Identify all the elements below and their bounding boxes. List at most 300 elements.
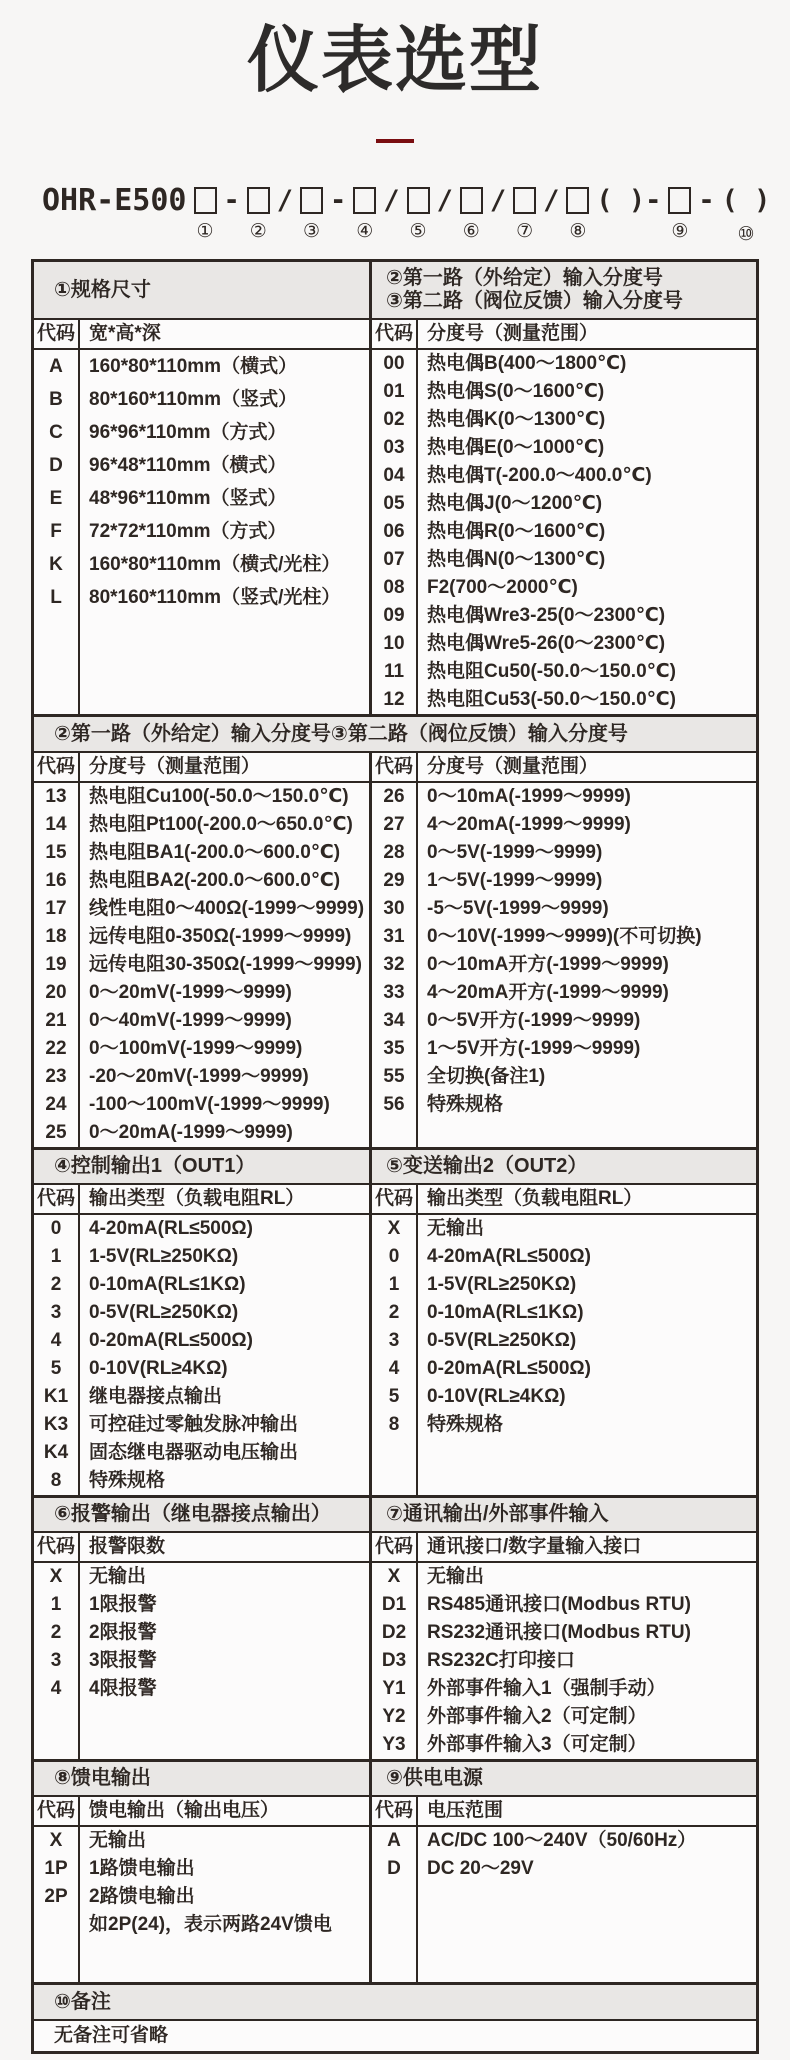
- code-cell: X: [372, 1215, 418, 1243]
- desc-header-cell: 分度号（测量范围）: [427, 756, 599, 778]
- table-row: [34, 1883, 369, 1911]
- model-separator: /: [436, 185, 453, 217]
- table-row: [372, 951, 756, 979]
- desc-cell: 0-20mA(RL≤500Ω): [89, 1330, 253, 1352]
- table-row: [372, 1007, 756, 1035]
- code-cell: 28: [372, 839, 418, 867]
- code-cell: D2: [372, 1619, 418, 1647]
- table-row: [372, 1271, 756, 1299]
- code-cell: D3: [372, 1647, 418, 1675]
- table-row: [34, 1563, 369, 1591]
- code-cell: X: [34, 1563, 80, 1591]
- table-row: [372, 350, 756, 378]
- table-row: [34, 811, 369, 839]
- section-body: [34, 1533, 756, 1759]
- section-body: [34, 320, 756, 714]
- desc-cell: 0-10V(RL≥4KΩ): [427, 1386, 566, 1408]
- table-row: [34, 1619, 369, 1647]
- desc-cell: 0～10mA开方(-1999～9999): [427, 954, 669, 976]
- model-box-item: [300, 185, 323, 242]
- code-cell: 55: [372, 1063, 418, 1091]
- section-output: [34, 1147, 756, 1495]
- column-right: [372, 753, 756, 1147]
- desc-filler-cell: [80, 614, 369, 714]
- model-box-item: [513, 185, 536, 242]
- code-cell: 31: [372, 923, 418, 951]
- code-cell: K4: [34, 1439, 80, 1467]
- model-selection-box: [566, 187, 589, 214]
- desc-cell: 外部事件输入2（可定制）: [427, 1706, 647, 1728]
- code-cell: 3: [34, 1299, 80, 1327]
- table-row: [34, 1299, 369, 1327]
- column-right: [372, 1797, 756, 1982]
- code-cell: 20: [34, 979, 80, 1007]
- code-cell: 4: [34, 1675, 80, 1703]
- desc-cell: 72*72*110mm（方式）: [89, 520, 287, 542]
- desc-cell: 96*48*110mm（横式）: [89, 454, 287, 476]
- section-size: [34, 262, 756, 714]
- code-cell: 13: [34, 783, 80, 811]
- code-cell: 2: [34, 1619, 80, 1647]
- model-box-item: [353, 185, 376, 242]
- desc-header-cell: 分度号（测量范围）: [427, 323, 599, 345]
- desc-filler-cell: [80, 1939, 369, 1982]
- code-cell: F: [34, 515, 80, 548]
- section-header-text: ③第二路（阀位反馈）输入分度号: [386, 290, 683, 313]
- code-cell: 4: [372, 1355, 418, 1383]
- section-header-left: [34, 1150, 372, 1183]
- desc-cell: 0-5V(RL≥250KΩ): [427, 1330, 577, 1352]
- desc-cell: 1～5V开方(-1999～9999): [427, 1038, 641, 1060]
- code-cell: B: [34, 383, 80, 416]
- code-filler-cell: [372, 1119, 418, 1147]
- section-header: ②第一路（外给定）输入分度号③第二路（阀位反馈）输入分度号: [34, 717, 756, 753]
- table-row: [34, 839, 369, 867]
- code-cell: 21: [34, 1007, 80, 1035]
- code-cell: 12: [372, 686, 418, 714]
- column-subheader: [372, 1185, 756, 1215]
- column-filler: [34, 1703, 369, 1759]
- desc-cell: 160*80*110mm（横式/光柱）: [89, 553, 341, 575]
- table-row: [34, 1439, 369, 1467]
- section-header-text: ⑦通讯输出/外部事件输入: [386, 1503, 609, 1526]
- model-box-item: [668, 185, 691, 242]
- code-header-cell: 代码: [372, 1185, 418, 1213]
- code-cell: 30: [372, 895, 418, 923]
- desc-cell: RS485通讯接口(Modbus RTU): [427, 1594, 691, 1616]
- table-row: [34, 1035, 369, 1063]
- desc-header-cell: 输出类型（负载电阻RL）: [427, 1188, 643, 1210]
- desc-cell: 热电阻Cu100(-50.0～150.0℃): [89, 786, 349, 808]
- desc-cell: 4～20mA(-1999～9999): [427, 814, 631, 836]
- desc-cell: 2限报警: [89, 1622, 157, 1644]
- code-cell: D1: [372, 1591, 418, 1619]
- column-subheader: [372, 1797, 756, 1827]
- table-row: [34, 1063, 369, 1091]
- code-cell: 07: [372, 546, 418, 574]
- desc-cell: 热电偶K(0～1300℃): [427, 409, 606, 431]
- table-row: [372, 1591, 756, 1619]
- model-text-item: [543, 185, 559, 245]
- column-left: [34, 753, 372, 1147]
- section-alarm: [34, 1495, 756, 1759]
- code-cell: D: [34, 449, 80, 482]
- desc-filler-cell: [418, 1439, 756, 1495]
- column-filler: [34, 1939, 369, 1982]
- code-cell: L: [34, 581, 80, 614]
- model-text-item: [330, 185, 346, 245]
- code-cell: Y1: [372, 1675, 418, 1703]
- desc-cell: 特殊规格: [427, 1414, 504, 1436]
- desc-cell: AC/DC 100～240V（50/60Hz）: [427, 1830, 697, 1852]
- desc-header-cell: 输出类型（负载电阻RL）: [89, 1188, 305, 1210]
- table-row: [34, 1911, 369, 1939]
- desc-cell: 0-10V(RL≥4KΩ): [89, 1358, 228, 1380]
- desc-cell: 1路馈电输出: [89, 1858, 195, 1880]
- code-cell: Y3: [372, 1731, 418, 1759]
- code-cell: 8: [372, 1411, 418, 1439]
- table-row: [372, 434, 756, 462]
- code-cell: 3: [372, 1327, 418, 1355]
- model-box-item: [407, 185, 430, 242]
- column-filler: [372, 1119, 756, 1147]
- code-filler-cell: [34, 1703, 80, 1759]
- code-cell: 02: [372, 406, 418, 434]
- desc-cell: RS232C打印接口: [427, 1650, 575, 1672]
- section-header-left: [34, 1762, 372, 1795]
- model-box-item: [247, 185, 270, 242]
- column-left: [34, 320, 372, 714]
- table-row: [34, 449, 369, 482]
- section-remark: [34, 1982, 756, 2051]
- table-row: [372, 1383, 756, 1411]
- code-cell: 56: [372, 1091, 418, 1119]
- desc-cell: 160*80*110mm（横式）: [89, 355, 298, 377]
- code-cell: 0: [34, 1215, 80, 1243]
- desc-cell: 热电阻Cu53(-50.0～150.0℃): [427, 689, 676, 711]
- desc-cell: 全切换(备注1): [427, 1066, 546, 1088]
- column-right: [372, 1185, 756, 1495]
- desc-cell: 0～10V(-1999～9999)(不可切换): [427, 926, 702, 948]
- model-position-label: ⑦: [516, 221, 534, 243]
- code-cell: 8: [34, 1467, 80, 1495]
- column-subheader: [372, 1533, 756, 1563]
- desc-filler-cell: [418, 1119, 756, 1147]
- code-cell: 01: [372, 378, 418, 406]
- desc-cell: 0～5V开方(-1999～9999): [427, 1010, 641, 1032]
- table-row: [372, 1063, 756, 1091]
- column-subheader: [34, 1533, 369, 1563]
- code-cell: K: [34, 548, 80, 581]
- code-cell: 00: [372, 350, 418, 378]
- desc-cell: 48*96*110mm（竖式）: [89, 487, 287, 509]
- section-header-text: ⑨供电电源: [386, 1767, 483, 1790]
- code-header-cell: 代码: [372, 753, 418, 781]
- table-row: [34, 895, 369, 923]
- section-header-left: [34, 1498, 372, 1531]
- desc-cell: 无输出: [89, 1830, 147, 1852]
- desc-cell: 热电偶N(0～1300℃): [427, 549, 606, 571]
- table-row: [372, 406, 756, 434]
- table-row: [34, 1327, 369, 1355]
- desc-cell: 热电偶S(0～1600℃): [427, 381, 605, 403]
- code-header-cell: 代码: [372, 1797, 418, 1825]
- table-row: [372, 1619, 756, 1647]
- table-row: [34, 1827, 369, 1855]
- section-header: ⑩备注: [34, 1985, 756, 2021]
- code-cell: 16: [34, 867, 80, 895]
- section-range: [34, 714, 756, 1147]
- desc-cell: 特殊规格: [427, 1094, 504, 1116]
- table-row: [34, 951, 369, 979]
- table-row: [372, 1355, 756, 1383]
- desc-cell: -100～100mV(-1999～9999): [89, 1094, 330, 1116]
- table-row: [372, 1703, 756, 1731]
- model-text-item: [224, 185, 240, 245]
- table-row: [372, 518, 756, 546]
- column-right: [372, 1533, 756, 1759]
- desc-cell: 热电偶B(400～1800℃): [427, 353, 627, 375]
- code-cell: 15: [34, 839, 80, 867]
- code-cell: 29: [372, 867, 418, 895]
- code-cell: 1: [372, 1271, 418, 1299]
- table-row: [34, 1467, 369, 1495]
- section-header-right: [372, 262, 756, 318]
- desc-header-cell: 报警限数: [89, 1536, 166, 1558]
- desc-cell: 1限报警: [89, 1594, 157, 1616]
- table-row: [372, 1563, 756, 1591]
- model-text-item: [722, 185, 771, 245]
- desc-cell: 无输出: [427, 1566, 485, 1588]
- table-row: [372, 490, 756, 518]
- table-row: [34, 416, 369, 449]
- model-position-label: ⑨: [671, 221, 689, 243]
- column-subheader: [34, 1185, 369, 1215]
- table-row: [372, 811, 756, 839]
- model-selection-box: [407, 187, 430, 214]
- column-subheader: [372, 753, 756, 783]
- code-filler-cell: [34, 614, 80, 714]
- column-left: [34, 1533, 372, 1759]
- table-row: [372, 602, 756, 630]
- model-selection-box: [247, 187, 270, 214]
- code-cell: 2P: [34, 1883, 80, 1911]
- table-row: [34, 1591, 369, 1619]
- code-cell: A: [34, 350, 80, 383]
- desc-cell: -5～5V(-1999～9999): [427, 898, 609, 920]
- section-power: [34, 1759, 756, 1982]
- model-text-item: [596, 185, 661, 245]
- desc-header-cell: 分度号（测量范围）: [89, 756, 261, 778]
- code-filler-cell: [372, 1439, 418, 1495]
- desc-cell: 80*160*110mm（竖式）: [89, 388, 298, 410]
- table-row: [372, 462, 756, 490]
- desc-cell: 1-5V(RL≥250KΩ): [427, 1274, 577, 1296]
- desc-cell: 特殊规格: [89, 1470, 166, 1492]
- table-row: [34, 1243, 369, 1271]
- table-row: [34, 1383, 369, 1411]
- code-cell: 0: [372, 1243, 418, 1271]
- table-row: [34, 1119, 369, 1147]
- desc-cell: 外部事件输入1（强制手动）: [427, 1678, 666, 1700]
- desc-cell: 1-5V(RL≥250KΩ): [89, 1246, 239, 1268]
- code-header-cell: 代码: [34, 320, 80, 348]
- code-cell: 17: [34, 895, 80, 923]
- code-cell: 33: [372, 979, 418, 1007]
- code-cell: 05: [372, 490, 418, 518]
- model-text-item: [698, 185, 714, 245]
- desc-cell: F2(700～2000℃): [427, 577, 578, 599]
- table-row: [34, 548, 369, 581]
- desc-header-cell: 通讯接口/数字量输入接口: [427, 1536, 642, 1558]
- desc-cell: 热电阻BA2(-200.0～600.0℃): [89, 870, 341, 892]
- model-text-item: [277, 185, 293, 245]
- model-separator: -: [330, 185, 347, 217]
- code-cell: 06: [372, 518, 418, 546]
- table-row: [372, 686, 756, 714]
- code-cell: D: [372, 1855, 418, 1883]
- desc-header-cell: 电压范围: [427, 1800, 504, 1822]
- code-header-cell: 代码: [34, 1797, 80, 1825]
- page-title: 仪表选型: [246, 21, 543, 101]
- code-header-cell: 代码: [372, 320, 418, 348]
- code-cell: 22: [34, 1035, 80, 1063]
- table-row: [372, 1243, 756, 1271]
- section-header-right: [372, 1498, 756, 1531]
- table-row: [372, 1855, 756, 1883]
- model-position-label: ②: [249, 221, 267, 243]
- table-row: [372, 1731, 756, 1759]
- desc-cell: 0～40mV(-1999～9999): [89, 1010, 292, 1032]
- code-cell: 19: [34, 951, 80, 979]
- code-cell: 26: [372, 783, 418, 811]
- code-cell: E: [34, 482, 80, 515]
- model-separator: /: [276, 185, 294, 217]
- model-selection-box: [460, 187, 483, 214]
- table-row: [34, 1007, 369, 1035]
- code-header-cell: 代码: [34, 1533, 80, 1561]
- model-position-label: ①: [196, 221, 214, 243]
- code-cell: 24: [34, 1091, 80, 1119]
- code-cell: 23: [34, 1063, 80, 1091]
- model-position-label: ⑩: [737, 224, 755, 246]
- desc-cell: 3限报警: [89, 1650, 157, 1672]
- desc-cell: 4-20mA(RL≤500Ω): [427, 1246, 591, 1268]
- section-header-text: ②第一路（外给定）输入分度号: [386, 267, 663, 290]
- table-row: [372, 1647, 756, 1675]
- section-header-text: ⑧馈电输出: [54, 1767, 151, 1790]
- desc-cell: 无输出: [427, 1218, 485, 1240]
- section-header-row: [34, 262, 756, 320]
- column-filler: [372, 1439, 756, 1495]
- table-row: [34, 867, 369, 895]
- table-row: [34, 923, 369, 951]
- desc-cell: 0～20mA(-1999～9999): [89, 1122, 293, 1144]
- model-position-label: ⑤: [409, 221, 427, 243]
- model-separator: ( )-: [596, 185, 662, 217]
- desc-cell: 热电偶R(0～1600℃): [427, 521, 606, 543]
- code-cell: C: [34, 416, 80, 449]
- model-prefix: OHR-E500: [42, 183, 187, 219]
- desc-cell: 热电阻Pt100(-200.0～650.0℃): [89, 814, 353, 836]
- table-row: [372, 1035, 756, 1063]
- code-header-cell: 代码: [34, 753, 80, 781]
- code-cell: K3: [34, 1411, 80, 1439]
- desc-cell: 0～5V(-1999～9999): [427, 842, 603, 864]
- remark-row: 无备注可省略: [54, 2025, 169, 2047]
- section-header-text: ④控制输出1（OUT1）: [54, 1155, 256, 1178]
- table-row: [372, 839, 756, 867]
- code-cell: 25: [34, 1119, 80, 1147]
- code-cell: 27: [372, 811, 418, 839]
- table-row: [372, 1327, 756, 1355]
- code-cell: 4: [34, 1327, 80, 1355]
- desc-cell: 4～20mA开方(-1999～9999): [427, 982, 669, 1004]
- title-divider-rule: [376, 139, 414, 143]
- model-selection-box: [513, 187, 536, 214]
- section-header-row: [34, 1762, 756, 1797]
- column-right: [372, 320, 756, 714]
- section-header-row: [34, 1498, 756, 1533]
- desc-cell: 热电阻BA1(-200.0～600.0℃): [89, 842, 341, 864]
- desc-cell: 远传电阻30-350Ω(-1999～9999): [89, 954, 362, 976]
- code-header-cell: 代码: [372, 1533, 418, 1561]
- desc-cell: 线性电阻0～400Ω(-1999～9999): [89, 898, 365, 920]
- model-box-item: [460, 185, 483, 242]
- table-row: [34, 783, 369, 811]
- table-row: [372, 923, 756, 951]
- code-cell: 5: [372, 1383, 418, 1411]
- desc-cell: 96*96*110mm（方式）: [89, 421, 287, 443]
- model-position-label: ⑥: [462, 221, 480, 243]
- table-row: [372, 979, 756, 1007]
- code-cell: 18: [34, 923, 80, 951]
- section-header-right: [372, 1150, 756, 1183]
- section-header-row: [34, 1150, 756, 1185]
- desc-cell: 1～5V(-1999～9999): [427, 870, 603, 892]
- column-left: [34, 1797, 372, 1982]
- code-cell: 03: [372, 434, 418, 462]
- section-header-right: [372, 1762, 756, 1795]
- section-body: [34, 753, 756, 1147]
- model-box-item: [566, 185, 589, 242]
- desc-cell: 4-20mA(RL≤500Ω): [89, 1218, 253, 1240]
- desc-cell: 4限报警: [89, 1678, 157, 1700]
- desc-cell: 热电偶T(-200.0～400.0℃): [427, 465, 652, 487]
- desc-cell: 2路馈电输出: [89, 1886, 195, 1908]
- desc-cell: 固态继电器驱动电压输出: [89, 1442, 299, 1464]
- model-separator: /: [489, 185, 507, 217]
- model-text-item: [383, 185, 399, 245]
- desc-cell: 外部事件输入3（可定制）: [427, 1734, 647, 1756]
- model-code-line: [42, 185, 790, 245]
- model-box-item: [194, 185, 217, 242]
- table-row: [34, 1411, 369, 1439]
- desc-cell: 可控硅过零触发脉冲输出: [89, 1414, 299, 1436]
- code-cell: 2: [34, 1271, 80, 1299]
- table-row: [372, 378, 756, 406]
- table-row: [34, 979, 369, 1007]
- code-cell: 14: [34, 811, 80, 839]
- table-row: [34, 1675, 369, 1703]
- desc-cell: 热电偶Wre5-26(0～2300℃): [427, 633, 666, 655]
- desc-cell: 0-10mA(RL≤1KΩ): [427, 1302, 584, 1324]
- column-subheader: [34, 753, 369, 783]
- table-row: [372, 1827, 756, 1855]
- code-cell: A: [372, 1827, 418, 1855]
- section-header-text: ⑥报警输出（继电器接点输出）: [54, 1503, 331, 1526]
- table-row: [34, 1091, 369, 1119]
